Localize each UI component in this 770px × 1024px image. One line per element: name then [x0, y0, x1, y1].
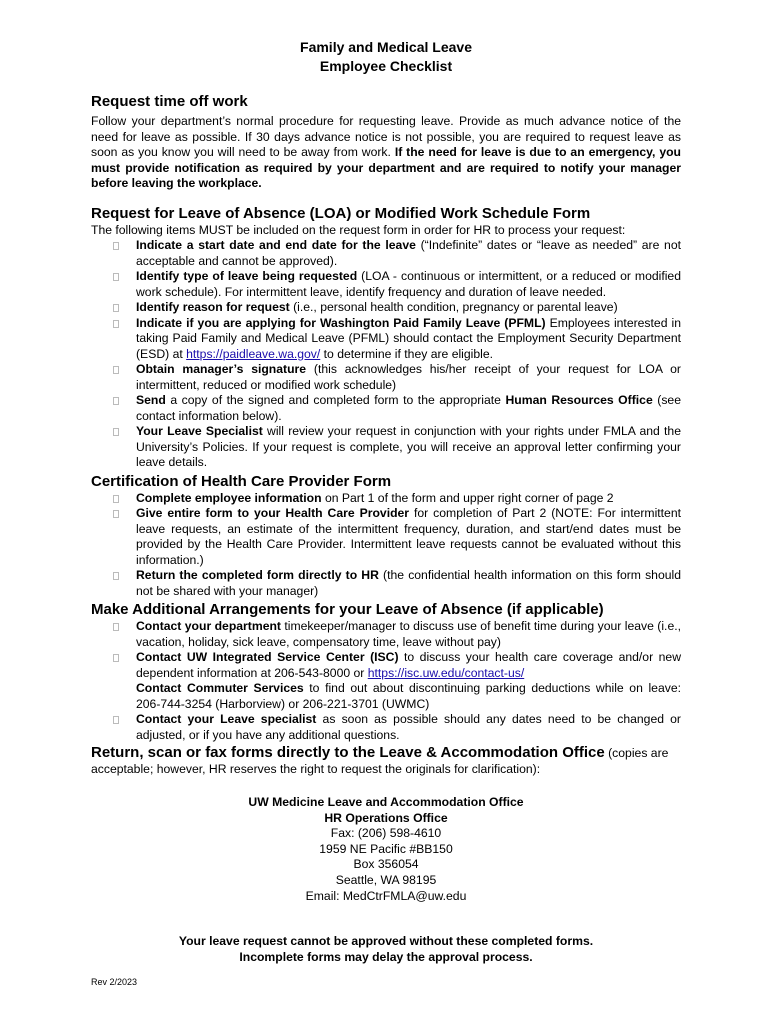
footer-line-1: Your leave request cannot be approved without these completed forms. — [178, 934, 594, 949]
certification-checklist — [91, 491, 681, 600]
item-text: timekeeper/manager to discuss use of benefit time during your leave (i.e., vacation, holiday, sick leave, compensatory time, leave without pay) — [136, 619, 681, 649]
section-5-body: (copies are acceptable; however, HR reserves the right to request the originals for clarification): — [91, 746, 669, 776]
item-text: (LOA - continuous or intermittent, or a reduced or modified work schedule). For intermittent leave, identify frequency and duration of leave needed. — [136, 269, 681, 299]
email-address: Email: MedCtrFMLA@uw.edu — [305, 888, 467, 903]
footer-note — [91, 934, 681, 965]
city-state-zip: Seattle, WA 98195 — [335, 872, 437, 887]
checkbox-icon[interactable] — [113, 623, 119, 631]
checkbox-icon[interactable] — [113, 242, 119, 250]
document-title — [91, 38, 681, 76]
item-text: to determine if they are eligible. — [320, 346, 494, 361]
loa-checklist — [91, 238, 681, 471]
list-item — [91, 491, 681, 507]
item-bold: Return the completed form directly to HR — [136, 568, 379, 582]
checkbox-icon[interactable] — [113, 510, 119, 518]
isc-contact-link[interactable]: https://isc.uw.edu/contact-us/ — [367, 665, 525, 680]
arrangements-checklist — [91, 619, 681, 743]
office-subname: HR Operations Office — [324, 810, 448, 825]
section-1-emergency-note: If the need for leave is due to an emergency, you must provide notification as required by your department and are required to notify your manager before leaving the workplace. — [91, 145, 682, 190]
list-item — [91, 300, 681, 316]
checkbox-icon[interactable] — [113, 654, 119, 662]
list-item — [91, 681, 681, 712]
item-text: for completion of Part 2 (NOTE: For intermittent leave requests, an estimate of the intermittent frequency, duration, and start/end dates must be provided by the Health Care Provider. Intermittent leave requests cannot be evaluated without this information.) — [136, 506, 681, 567]
item-text: a copy of the signed and completed form to the appropriate — [165, 393, 506, 407]
checkbox-icon[interactable] — [113, 428, 119, 436]
list-item — [91, 712, 681, 743]
paidleave-link[interactable]: https://paidleave.wa.gov/ — [186, 346, 321, 361]
checkbox-icon[interactable] — [113, 572, 119, 580]
section-1-text — [91, 114, 681, 192]
section-5-text — [91, 745, 681, 777]
contact-block — [91, 795, 681, 904]
list-item — [91, 506, 681, 568]
section-heading-arrangements: Make Additional Arrangements for your Leave of Absence (if applicable) — [91, 601, 604, 618]
checkbox-icon[interactable] — [113, 366, 119, 374]
title-line-1: Family and Medical Leave — [300, 39, 472, 55]
section-2-intro: The following items MUST be included on the request form in order for HR to process your request: — [91, 222, 626, 237]
item-bold: Indicate if you are applying for Washington Paid Family Leave (PFML) — [136, 315, 546, 330]
list-item — [91, 619, 681, 650]
item-bold: Contact Commuter Services — [136, 681, 304, 695]
list-item — [91, 269, 681, 300]
item-bold: Send — [136, 393, 166, 407]
item-bold: Identify type of leave being requested — [136, 269, 358, 283]
title-line-2: Employee Checklist — [319, 58, 453, 74]
checkbox-icon[interactable] — [113, 304, 119, 312]
item-bold: Obtain manager’s signature — [136, 362, 307, 376]
item-bold: Contact UW Integrated Service Center (ISC) — [136, 650, 399, 664]
item-text: (see contact information below). — [136, 393, 681, 423]
checkbox-icon[interactable] — [113, 320, 119, 328]
item-text: will review your request in conjunction with your rights under FMLA and the University’s Policies. If your request is complete, you will receive an approval letter confirming your leave details. — [136, 424, 681, 469]
list-item — [91, 424, 681, 471]
checkbox-icon[interactable] — [113, 495, 119, 503]
fax-number: Fax: (206) 598-4610 — [330, 826, 442, 841]
item-bold: Your Leave Specialist — [136, 424, 263, 438]
item-bold: Contact your department — [136, 619, 281, 633]
item-bold: Human Resources Office — [505, 393, 653, 407]
section-heading-loa-form: Request for Leave of Absence (LOA) or Modified Work Schedule Form — [91, 204, 591, 222]
street-address: 1959 NE Pacific #BB150 — [319, 841, 453, 856]
item-bold: Give entire form to your Health Care Provider — [136, 506, 410, 520]
list-item — [91, 393, 681, 424]
section-1-body: Follow your department’s normal procedure for requesting leave. Provide as much advance notice of the need for leave as possible. If 30 days advance notice is not possible, you are required to request leave as soon as you know you will need to be away from work. — [91, 114, 681, 159]
item-text: to discuss your health care coverage and/or new dependent information at 206-543-8000 or — [136, 650, 681, 680]
checkbox-icon[interactable] — [113, 397, 119, 405]
item-bold: Indicate a start date and end date for the leave — [136, 238, 416, 252]
item-text: on Part 1 of the form and upper right corner of page 2 — [321, 490, 614, 505]
mail-box: Box 356054 — [353, 857, 419, 872]
item-text: Employees interested in taking Paid Family and Medical Leave (PFML) should contact the Employment Security Department (ESD) at — [136, 315, 681, 361]
item-text: (the confidential health information on this form should not be shared with your manager) — [136, 568, 682, 598]
item-bold: Identify reason for request — [136, 300, 290, 314]
section-heading-certification: Certification of Health Care Provider Form — [91, 472, 392, 490]
checkbox-icon[interactable] — [113, 273, 119, 281]
item-bold: Contact your Leave specialist — [136, 712, 317, 726]
item-text: to find out about discontinuing parking deductions while on leave: 206-744-3254 (Harborview) or 206-221-3701 (UWMC) — [136, 681, 681, 711]
item-text: (i.e., personal health condition, pregnancy or parental leave) — [289, 300, 618, 314]
section-heading-return-forms: Return, scan or fax forms directly to the Leave & Accommodation Office — [91, 744, 605, 761]
document-page — [91, 38, 681, 965]
checkbox-icon[interactable] — [113, 716, 119, 724]
list-item — [91, 650, 681, 681]
item-text: as soon as possible should any dates need to be changed or adjusted, or if you have any additional questions. — [136, 712, 681, 742]
revision-label: Rev 2/2023 — [91, 977, 138, 987]
list-item — [91, 568, 681, 599]
item-bold: Complete employee information — [136, 490, 322, 505]
list-item — [91, 362, 681, 393]
section-heading-request-time-off: Request time off work — [91, 93, 248, 110]
footer-line-2: Incomplete forms may delay the approval process. — [239, 949, 533, 964]
list-item — [91, 316, 681, 363]
office-name: UW Medicine Leave and Accommodation Office — [248, 795, 524, 809]
item-text: (“Indefinite” dates or “leave as needed” are not acceptable and cannot be approved). — [136, 238, 682, 268]
item-text: (this acknowledges his/her receipt of your request for LOA or intermittent, reduced or modified work schedule) — [136, 362, 681, 392]
list-item — [91, 238, 681, 269]
